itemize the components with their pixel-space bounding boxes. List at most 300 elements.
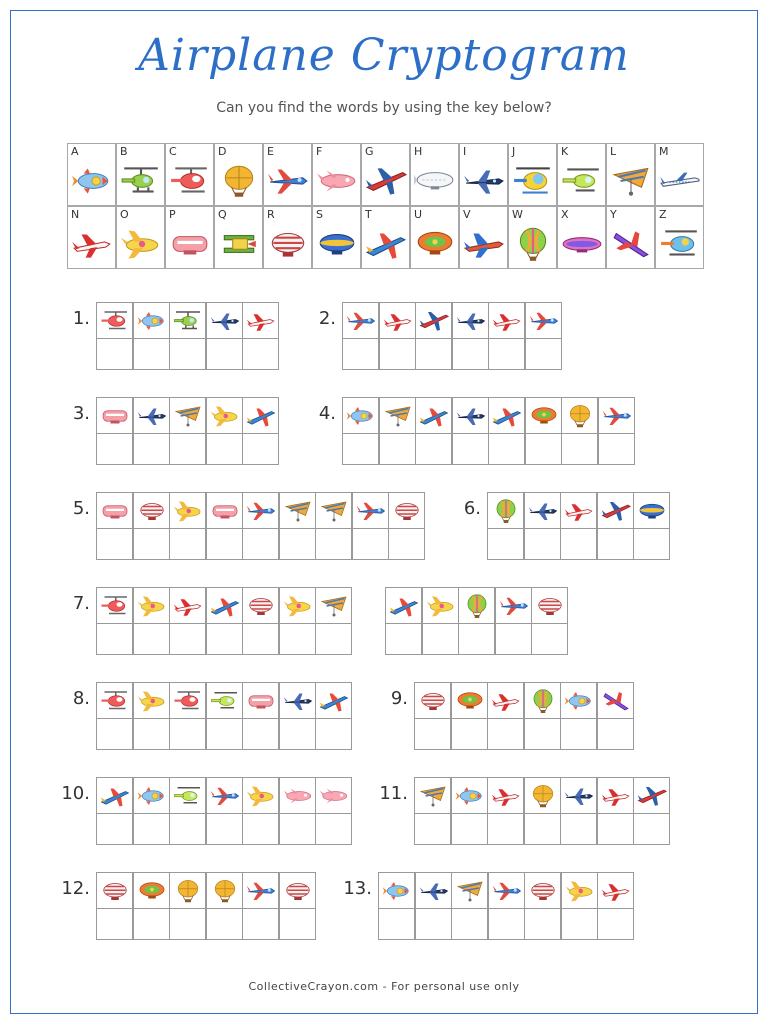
cipher-cell [488,397,525,434]
answer-box[interactable] [378,908,415,940]
red-white-plane-icon [246,309,276,333]
yellow-plane-icon [137,689,167,713]
answer-box[interactable] [560,813,597,845]
rocket-icon [382,879,412,903]
colorful-airship-icon [455,689,485,713]
answer-box[interactable] [415,908,452,940]
key-cell-j [508,143,557,206]
key-letter: K [561,145,569,158]
cipher-cell [169,587,206,624]
answer-box[interactable] [242,718,279,750]
key-cell-l [606,143,655,206]
striped-blimp-icon [392,499,422,523]
cipher-cell [169,777,206,814]
blue-jet-plane-icon [602,404,632,428]
cipher-cell [415,872,452,909]
striped-blimp-icon [100,879,130,903]
answer-box[interactable] [315,623,352,655]
answer-box[interactable] [242,908,279,940]
lime-helicopter-icon [210,689,240,713]
cipher-cell [379,397,416,434]
answer-box[interactable] [133,813,170,845]
red-white-plane-icon [383,309,413,333]
key-letter: W [512,208,523,221]
answer-box[interactable] [96,718,133,750]
key-cell-n [67,206,116,269]
answer-box[interactable] [206,813,243,845]
blue-jet-plane-icon [499,594,529,618]
cipher-cell [524,492,561,529]
cipher-cell [169,682,206,719]
navy-jet-icon [528,499,558,523]
rocket-icon [346,404,376,428]
blue-jet-plane-icon [210,784,240,808]
answer-box[interactable] [633,813,670,845]
answer-box[interactable] [96,623,133,655]
cipher-cell [279,587,316,624]
puzzle-number: 7. [72,593,90,614]
key-cell-c [165,143,214,206]
answer-box[interactable] [379,338,416,370]
puzzle-number: 13. [343,878,372,899]
striped-blimp-icon [283,879,313,903]
blue-helicopter-icon [512,164,554,198]
hot-air-balloon-gold-icon [565,404,595,428]
key-cell-f [312,143,361,206]
answer-box[interactable] [451,908,488,940]
answer-box[interactable] [598,433,635,465]
key-letter: T [365,208,372,221]
answer-box[interactable] [242,338,279,370]
answer-box[interactable] [96,338,133,370]
navy-jet-icon [283,689,313,713]
cipher-cell [561,397,598,434]
key-letter: D [218,145,227,158]
key-letter: I [463,145,467,158]
key-letter: Z [659,208,667,221]
key-letter: X [561,208,569,221]
cipher-cell [242,492,279,529]
answer-box[interactable] [242,433,279,465]
purple-jet-icon [610,227,652,261]
answer-box[interactable] [597,718,634,750]
pink-airship-icon [100,499,130,523]
blue-jet-plane-icon [246,879,276,903]
answer-box[interactable] [133,433,170,465]
answer-box[interactable] [422,623,459,655]
cipher-cell [206,492,243,529]
cipher-cell [458,587,495,624]
answer-box[interactable] [206,718,243,750]
answer-box[interactable] [487,813,524,845]
cipher-cell [561,872,598,909]
answer-box[interactable] [560,528,597,560]
red-jet-icon [601,499,631,523]
answer-box[interactable] [414,718,451,750]
answer-box[interactable] [451,718,488,750]
answer-box[interactable] [279,813,316,845]
cipher-cell [525,302,562,339]
blue-jet-plane-icon [246,499,276,523]
cipher-cell [342,397,379,434]
answer-box[interactable] [342,338,379,370]
cipher-cell [487,777,524,814]
striped-blimp-icon [535,594,565,618]
blue-jet-plane-icon [492,879,522,903]
answer-box[interactable] [206,908,243,940]
rocket-icon [137,309,167,333]
answer-box[interactable] [561,433,598,465]
white-blimp-icon [414,164,456,198]
answer-box[interactable] [531,623,568,655]
green-biplane-icon [218,227,260,261]
lime-helicopter-icon [561,164,603,198]
cipher-cell [169,872,206,909]
cipher-cell [452,397,489,434]
page-footer: CollectiveCrayon.com - For personal use only [248,980,520,993]
answer-box[interactable] [133,718,170,750]
red-jet-icon [419,309,449,333]
helicopter-green-icon [120,164,162,198]
cipher-cell [525,397,562,434]
key-cell-g [361,143,410,206]
cipher-cell [242,397,279,434]
answer-box[interactable] [458,623,495,655]
key-cell-p [165,206,214,269]
answer-box[interactable] [524,718,561,750]
key-letter: M [659,145,669,158]
cipher-cell [487,682,524,719]
key-letter: A [71,145,79,158]
key-cell-s [312,206,361,269]
answer-box[interactable] [315,718,352,750]
cipher-cell [206,682,243,719]
key-cell-r [263,206,312,269]
answer-box[interactable] [206,433,243,465]
answer-box[interactable] [169,623,206,655]
key-cell-m [655,143,704,206]
answer-box[interactable] [169,908,206,940]
cipher-cell [633,777,670,814]
pink-airship-icon [246,689,276,713]
hang-glider-icon [610,164,652,198]
answer-box[interactable] [133,528,170,560]
striped-balloon-icon [462,594,492,618]
pink-plane-icon [319,784,349,808]
cipher-cell [242,302,279,339]
cipher-cell [633,492,670,529]
navy-jet-icon [456,404,486,428]
puzzle-number: 10. [61,783,90,804]
cipher-cell [560,492,597,529]
hot-air-balloon-gold-icon [218,164,260,198]
key-cell-u [410,206,459,269]
rocket-icon [455,784,485,808]
striped-blimp-icon [418,689,448,713]
answer-box[interactable] [525,433,562,465]
striped-blimp-icon [246,594,276,618]
cipher-cell [524,872,561,909]
cipher-cell [488,872,525,909]
pink-plane-icon [316,164,358,198]
key-cell-y [606,206,655,269]
yellow-plane-icon [246,784,276,808]
puzzle-number: 2. [318,308,336,329]
jet-fighter-icon [365,227,407,261]
cipher-cell [560,777,597,814]
puzzle-number: 1. [72,308,90,329]
answer-box[interactable] [279,528,316,560]
key-cell-h [410,143,459,206]
cipher-cell [598,397,635,434]
answer-box[interactable] [597,813,634,845]
cipher-cell [96,777,133,814]
cipher-cell [388,492,425,529]
jet-fighter-icon [100,784,130,808]
answer-box[interactable] [597,528,634,560]
answer-box[interactable] [414,813,451,845]
hot-air-balloon-gold-icon [173,879,203,903]
answer-box[interactable] [452,433,489,465]
key-letter: B [120,145,128,158]
answer-box[interactable] [597,908,634,940]
cipher-cell [597,682,634,719]
key-cell-a [67,143,116,206]
rocket-icon [71,164,113,198]
cipher-cell [385,587,422,624]
colorful-airship-icon [137,879,167,903]
cipher-cell [315,587,352,624]
answer-box[interactable] [96,433,133,465]
answer-box[interactable] [495,623,532,655]
answer-box[interactable] [524,813,561,845]
key-letter: Y [610,208,617,221]
navy-jet-icon [456,309,486,333]
hang-glider-icon [383,404,413,428]
striped-blimp-icon [528,879,558,903]
key-letter: Q [218,208,227,221]
cipher-cell [169,492,206,529]
answer-box[interactable] [352,528,389,560]
pink-airship-icon [100,404,130,428]
answer-box[interactable] [487,528,524,560]
answer-box[interactable] [525,338,562,370]
answer-box[interactable] [279,718,316,750]
navy-jet-icon [564,784,594,808]
cipher-cell [133,587,170,624]
rocket-icon [564,689,594,713]
key-cell-e [263,143,312,206]
red-white-plane-icon [173,594,203,618]
answer-box[interactable] [524,528,561,560]
hang-glider-icon [455,879,485,903]
yellow-plane-icon [137,594,167,618]
puzzle-number: 6. [463,498,481,519]
hang-glider-icon [319,499,349,523]
jet-fighter-icon [492,404,522,428]
answer-box[interactable] [242,528,279,560]
answer-box[interactable] [488,908,525,940]
answer-box[interactable] [169,528,206,560]
cipher-cell [560,682,597,719]
answer-box[interactable] [342,433,379,465]
striped-blimp-icon [137,499,167,523]
colorful-airship-icon [414,227,456,261]
zeppelin-icon [561,227,603,261]
answer-box[interactable] [379,433,416,465]
answer-box[interactable] [388,528,425,560]
key-letter: S [316,208,323,221]
cipher-cell [342,302,379,339]
yellow-plane-icon [210,404,240,428]
cipher-cell [451,682,488,719]
navy-jet-icon [419,879,449,903]
jet-fighter-icon [389,594,419,618]
key-letter: P [169,208,176,221]
cipher-cell [451,777,488,814]
cipher-cell [96,682,133,719]
cipher-cell [415,397,452,434]
cipher-cell [96,587,133,624]
answer-box[interactable] [206,338,243,370]
pink-airship-icon [210,499,240,523]
cipher-cell [206,872,243,909]
answer-box[interactable] [560,718,597,750]
answer-box[interactable] [169,718,206,750]
answer-box[interactable] [133,908,170,940]
jet-fighter-icon [319,689,349,713]
helicopter-red-icon [100,309,130,333]
cipher-cell [206,302,243,339]
key-letter: O [120,208,129,221]
cipher-cell [242,682,279,719]
striped-balloon-icon [528,689,558,713]
cipher-cell [242,777,279,814]
cipher-cell [206,587,243,624]
puzzle-number: 9. [390,688,408,709]
cipher-cell [169,397,206,434]
answer-box[interactable] [96,908,133,940]
cipher-cell [379,302,416,339]
cipher-cell [414,777,451,814]
cipher-cell [242,872,279,909]
answer-box[interactable] [315,528,352,560]
answer-box[interactable] [415,433,452,465]
jet-fighter-icon [246,404,276,428]
cipher-cell [315,492,352,529]
red-white-plane-icon [491,784,521,808]
cipher-cell [279,682,316,719]
answer-box[interactable] [488,338,525,370]
key-letter: G [365,145,374,158]
cipher-cell [597,777,634,814]
answer-box[interactable] [206,623,243,655]
cipher-cell [488,302,525,339]
answer-box[interactable] [279,623,316,655]
answer-box[interactable] [524,908,561,940]
key-letter: E [267,145,274,158]
cipher-cell [597,872,634,909]
answer-box[interactable] [488,433,525,465]
key-cell-d [214,143,263,206]
key-letter: H [414,145,423,158]
puzzle-number: 8. [72,688,90,709]
jet-fighter-icon [210,594,240,618]
cipher-cell [206,397,243,434]
answer-box[interactable] [279,908,316,940]
answer-box[interactable] [385,623,422,655]
striped-balloon-icon [512,227,554,261]
key-letter: C [169,145,177,158]
striped-balloon-icon [491,499,521,523]
blue-jet-plane-icon [267,164,309,198]
answer-box[interactable] [451,813,488,845]
red-white-plane-icon [491,689,521,713]
cipher-cell [96,302,133,339]
cipher-cell [315,777,352,814]
answer-box[interactable] [169,813,206,845]
red-jet-icon [637,784,667,808]
cipher-cell [96,492,133,529]
answer-box[interactable] [133,623,170,655]
answer-box[interactable] [133,338,170,370]
answer-box[interactable] [487,718,524,750]
answer-box[interactable] [242,623,279,655]
answer-box[interactable] [169,338,206,370]
blue-gold-blimp-icon [316,227,358,261]
cipher-cell [279,872,316,909]
cipher-cell [133,777,170,814]
cipher-cell [133,492,170,529]
answer-box[interactable] [96,528,133,560]
cipher-cell [415,302,452,339]
jet-fighter-icon [419,404,449,428]
blue-jet-plane-icon [529,309,559,333]
answer-box[interactable] [206,528,243,560]
cipher-cell [524,777,561,814]
cipher-cell [451,872,488,909]
red-white-plane-icon [564,499,594,523]
answer-box[interactable] [452,338,489,370]
red-white-plane-icon [71,227,113,261]
key-cell-v [459,206,508,269]
key-letter: J [512,145,516,158]
yellow-plane-icon [173,499,203,523]
blue-jet-plane-icon [346,309,376,333]
cipher-cell [133,397,170,434]
answer-box[interactable] [561,908,598,940]
yellow-plane-icon [283,594,313,618]
answer-box[interactable] [242,813,279,845]
pink-airship-icon [169,227,211,261]
key-letter: V [463,208,471,221]
answer-box[interactable] [96,813,133,845]
key-cell-q [214,206,263,269]
key-cell-w [508,206,557,269]
hang-glider-icon [319,594,349,618]
helicopter-red-icon [169,164,211,198]
key-cell-x [557,206,606,269]
hot-air-balloon-gold-icon [528,784,558,808]
answer-box[interactable] [415,338,452,370]
airliner-icon [659,164,701,198]
answer-box[interactable] [315,813,352,845]
page-title: Airplane Cryptogram [138,30,630,81]
answer-box[interactable] [169,433,206,465]
answer-box[interactable] [633,528,670,560]
key-letter: F [316,145,323,158]
hang-glider-icon [418,784,448,808]
